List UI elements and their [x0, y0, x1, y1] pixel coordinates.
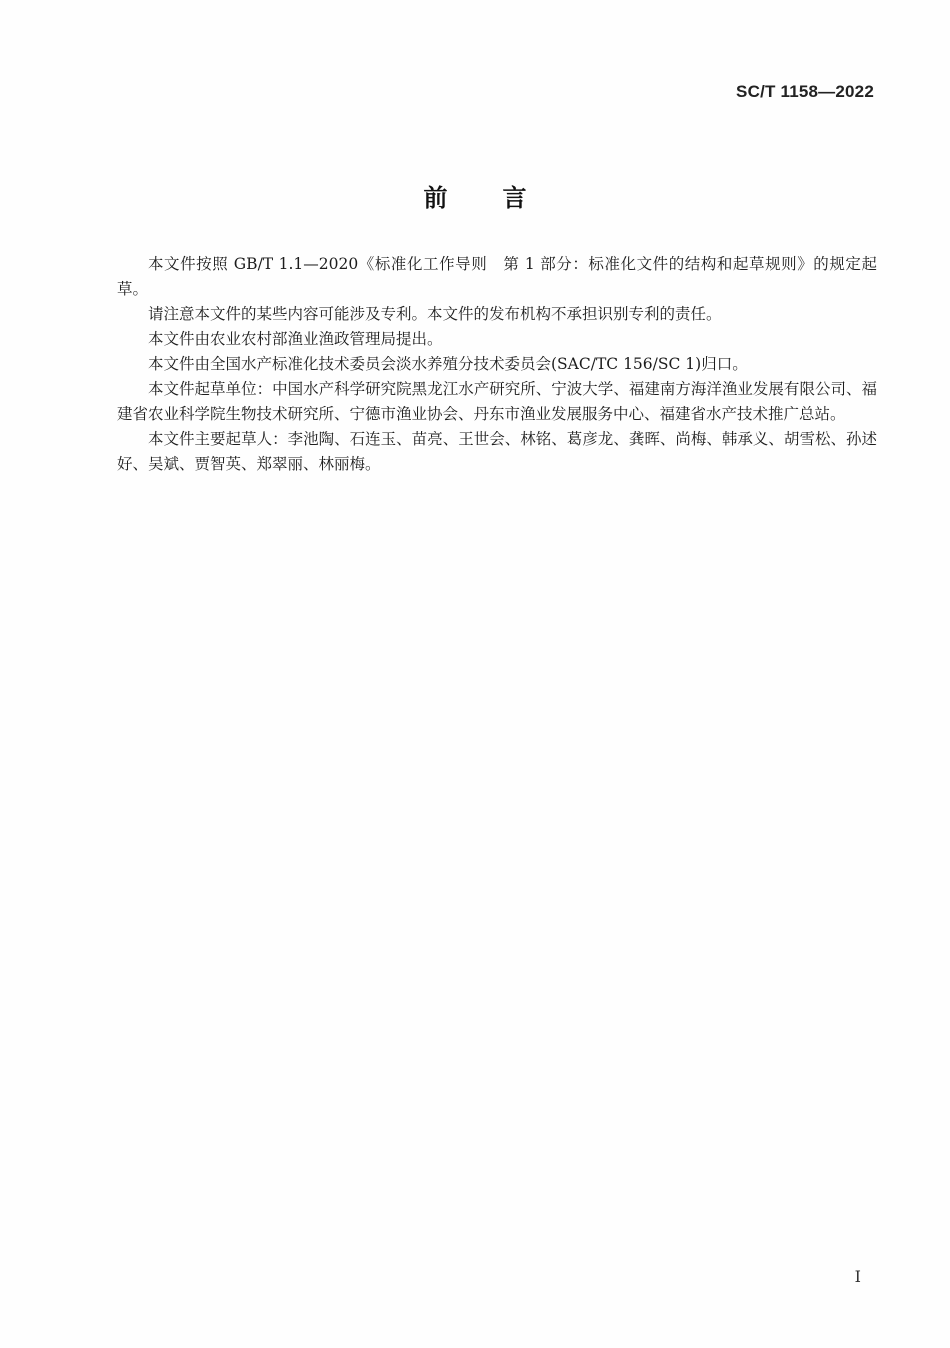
paragraph-patent-notice: 请注意本文件的某些内容可能涉及专利。本文件的发布机构不承担识别专利的责任。 [148, 305, 722, 323]
standard-code: SC/T 1158—2022 [736, 82, 874, 101]
paragraph-under-jurisdiction: 本文件由全国水产标准化技术委员会淡水养殖分技术委员会(SAC/TC 156/SC 1)归口。 [148, 355, 748, 373]
foreword-title-char-2: 言 [502, 184, 527, 212]
paragraph-drafting-organizations: 本文件起草单位：中国水产科学研究院黑龙江水产研究所、宁波大学、福建南方海洋渔业发展有限公司、福建省农业科学院生物技术研究所、宁德市渔业协会、丹东市渔业发展服务中心、福建省水产技术推广总站。 [117, 380, 877, 423]
foreword-body [117, 252, 877, 477]
paragraph-main-drafters: 本文件主要起草人：李池陶、石连玉、苗亮、王世会、林铭、葛彦龙、龚晖、尚梅、韩承义、胡雪松、孙述好、吴斌、贾智英、郑翠丽、林丽梅。 [117, 430, 877, 473]
foreword-title [0, 178, 950, 213]
foreword-title-char-1: 前 [423, 184, 448, 212]
paragraph-drafting-rules: 本文件按照 GB/T 1.1—2020《标准化工作导则 第 1 部分：标准化文件的结构和起草规则》的规定起草。 [117, 255, 877, 298]
paragraph-proposed-by: 本文件由农业农村部渔业渔政管理局提出。 [148, 330, 443, 348]
page-number: I [854, 1267, 861, 1286]
